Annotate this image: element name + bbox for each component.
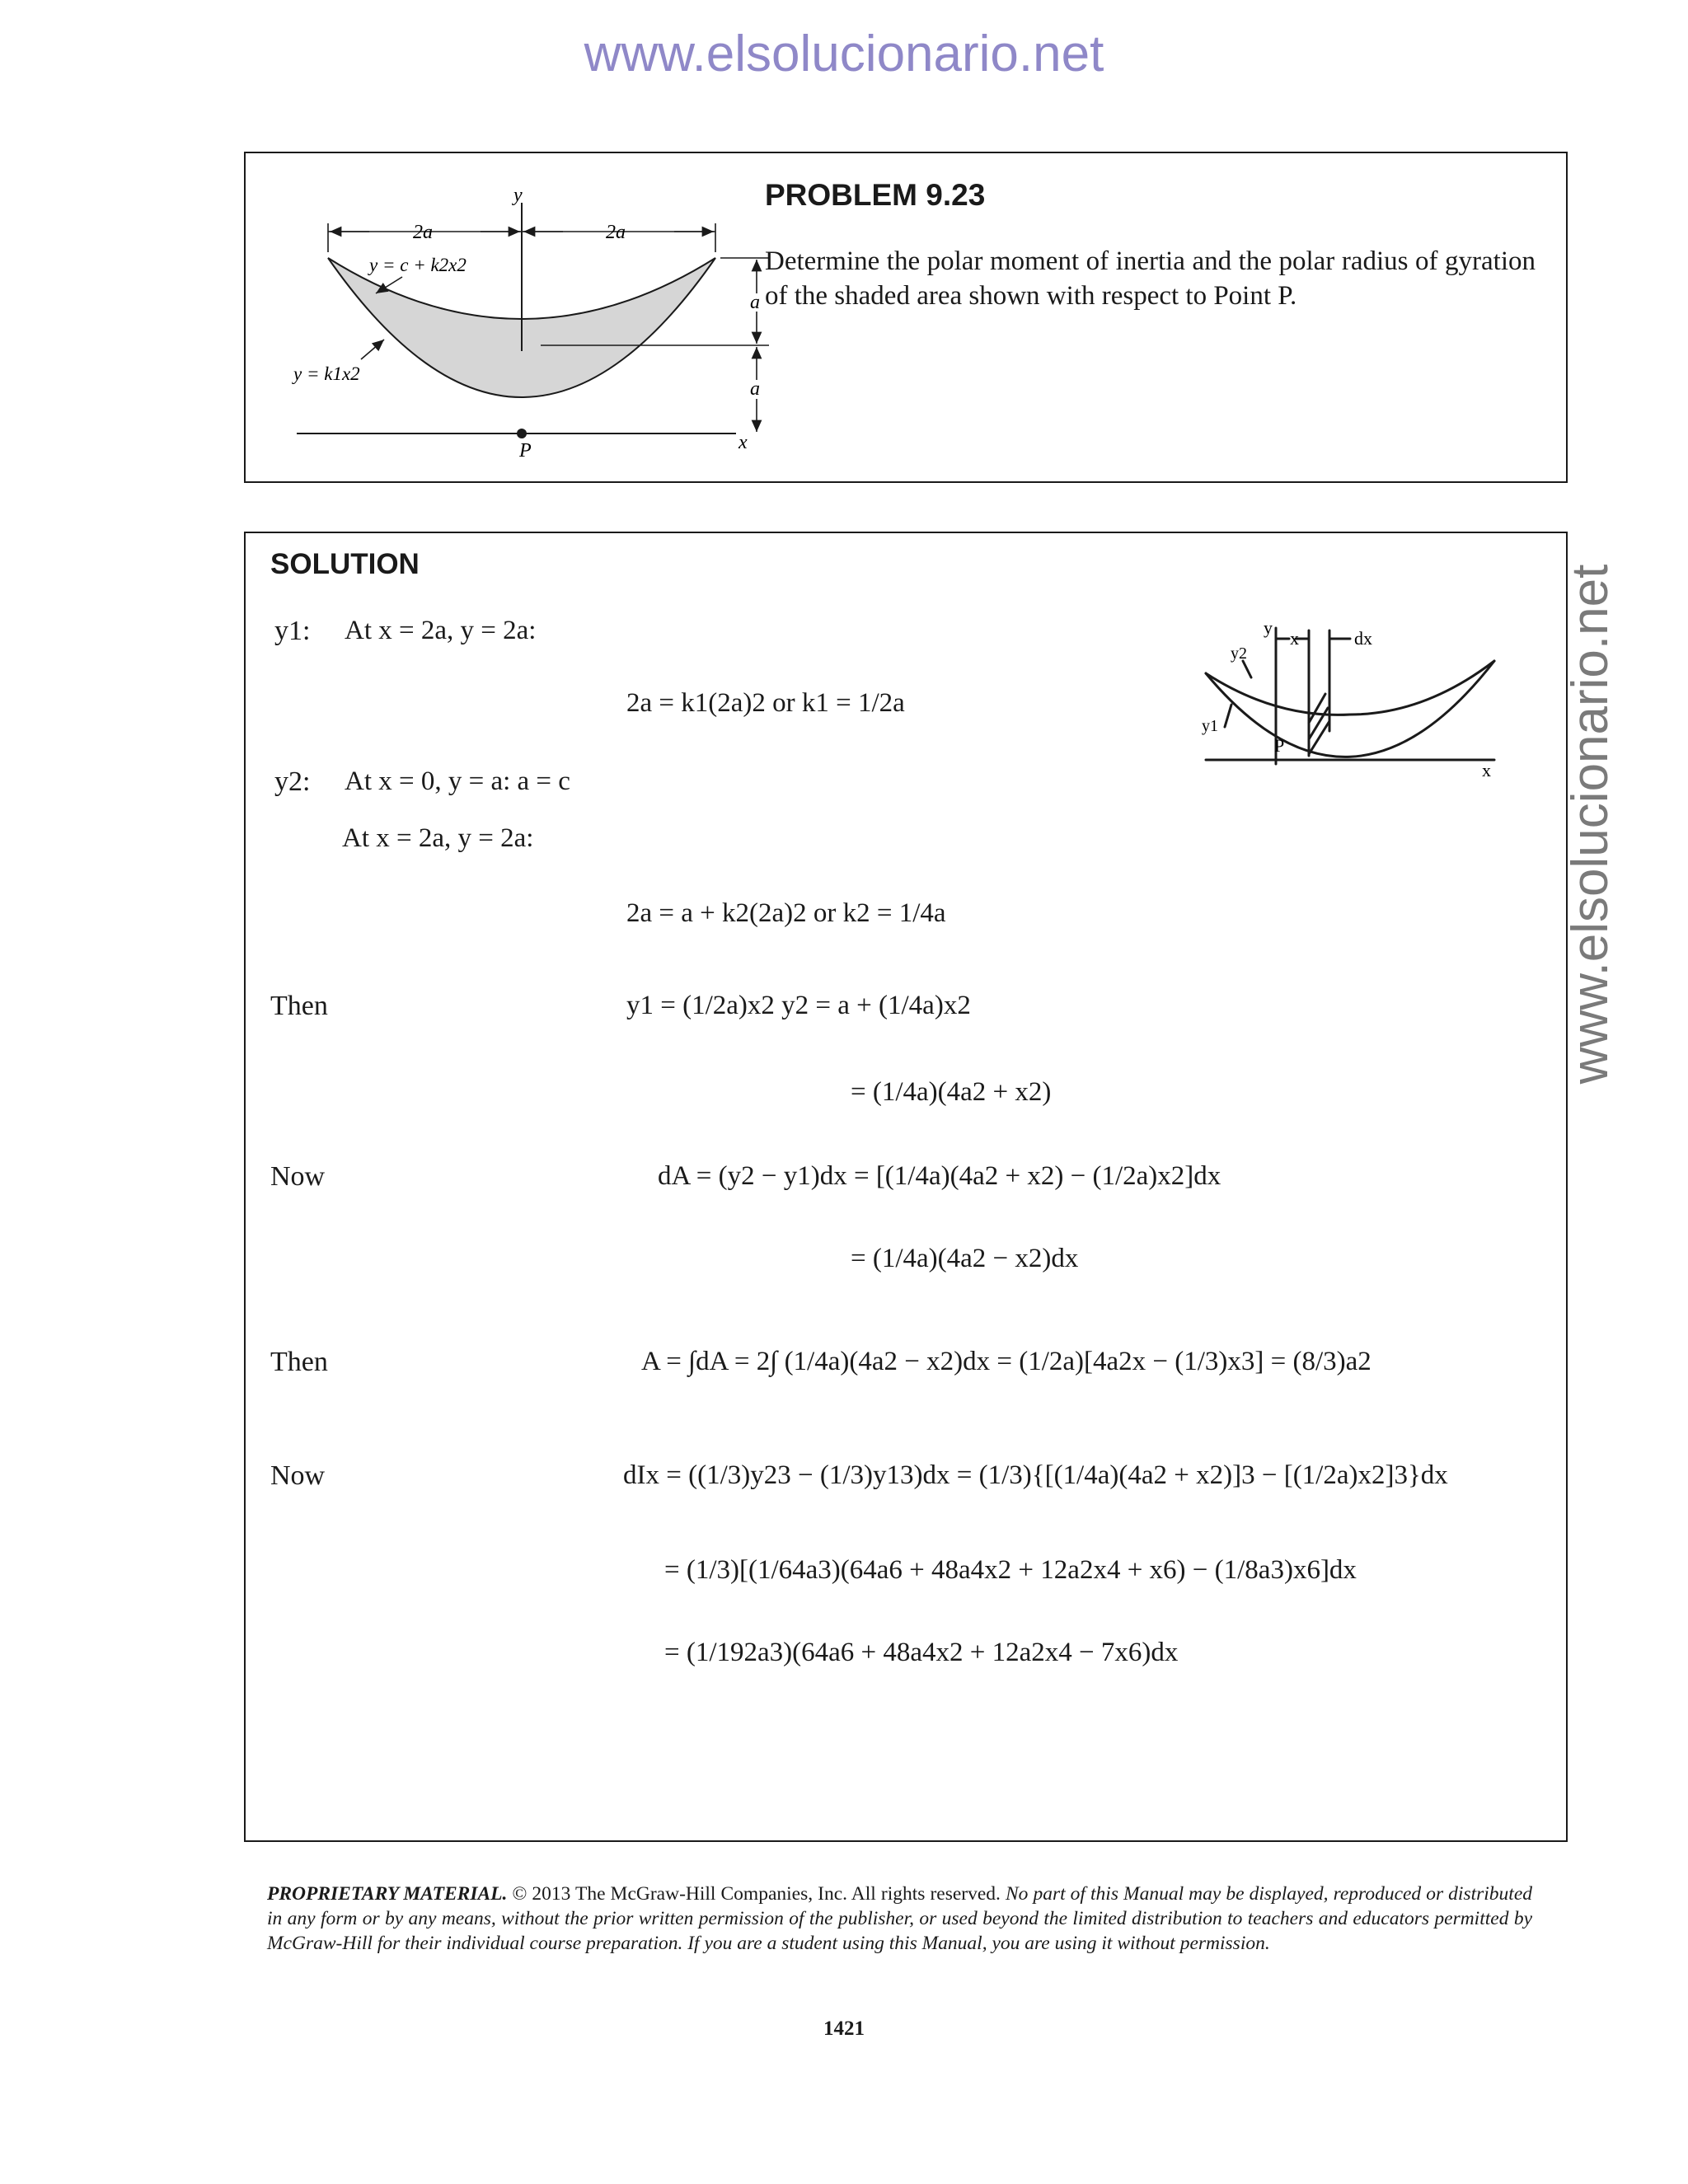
- eq-y-definitions: y1 = (1/2a)x2 y2 = a + (1/4a)x2: [626, 991, 971, 1020]
- point-p-marker: [517, 429, 527, 438]
- label-now-1: Now: [270, 1161, 326, 1192]
- fig-upper-curve: y = c + k2x2: [369, 255, 467, 275]
- footer-lead: PROPRIETARY MATERIAL.: [267, 1883, 508, 1905]
- eq-y2-condition-2: At x = 2a, y = 2a:: [342, 823, 534, 853]
- label-then-1: Then: [270, 991, 328, 1021]
- fig-x-label: x: [738, 432, 748, 453]
- sketch-dx-label: dx: [1354, 628, 1372, 649]
- eq-y1-condition: At x = 2a, y = 2a:: [345, 616, 537, 645]
- problem-box: [244, 152, 1568, 483]
- label-now-2: Now: [270, 1460, 326, 1491]
- fig-y-label: y: [513, 185, 523, 206]
- eq-dIx-final: = (1/192a3)(64a6 + 48a4x2 + 12a2x4 − 7x6)dx: [664, 1638, 1179, 1667]
- fig-point-label: P: [519, 440, 532, 462]
- problem-figure: [279, 178, 987, 475]
- eq-dIx: dIx = ((1/3)y23 − (1/3)y13)dx = (1/3){[(1/4a)(4a2 + x2)]3 − [(1/2a)x2]3}dx: [623, 1460, 1448, 1490]
- fig-left-span: 2a: [413, 222, 433, 243]
- label-y2: y2:: [274, 766, 311, 797]
- eq-dA: dA = (y2 − y1)dx = [(1/4a)(4a2 + x2) − (1/2a)x2]dx: [658, 1161, 1221, 1191]
- sketch-y1-label: y1: [1202, 717, 1218, 735]
- solution-sketch: [1193, 616, 1507, 780]
- problem-statement: Determine the polar moment of inertia and the polar radius of gyration of the shaded area shown with respect to Point P.: [765, 246, 1536, 311]
- eq-k2: 2a = a + k2(2a)2 or k2 = 1/4a: [626, 898, 946, 928]
- eq-k1: 2a = k1(2a)2 or k1 = 1/2a: [626, 688, 905, 718]
- fig-lower-curve: y = k1x2: [293, 363, 360, 384]
- watermark-side: www.elsolucionario.net: [1562, 564, 1619, 1085]
- sketch-y-label: y: [1264, 617, 1273, 638]
- page-number: 1421: [823, 2018, 865, 2040]
- label-then-2: Then: [270, 1347, 328, 1377]
- eq-dA-simplified: = (1/4a)(4a2 − x2)dx: [851, 1244, 1079, 1273]
- eq-area: A = ∫dA = 2∫ (1/4a)(4a2 − x2)dx = (1/2a)[4a2x − (1/3)x3] = (8/3)a2: [641, 1347, 1372, 1376]
- solution-title: SOLUTION: [270, 548, 420, 580]
- solution-box: [244, 532, 1568, 1842]
- eq-y2-simplified: = (1/4a)(4a2 + x2): [851, 1077, 1052, 1107]
- fig-a-lower: a: [750, 378, 760, 400]
- fig-a-upper: a: [750, 292, 760, 313]
- sketch-p-label: P: [1274, 735, 1285, 756]
- footer-copyright: © 2013 The McGraw-Hill Companies, Inc. All rights reserved.: [507, 1883, 1001, 1905]
- problem-title: PROBLEM 9.23: [765, 178, 986, 212]
- label-y1: y1:: [274, 616, 311, 646]
- sketch-y2-label: y2: [1231, 644, 1247, 663]
- fig-right-span: 2a: [606, 222, 626, 243]
- sketch-x-axis-label: x: [1482, 760, 1491, 780]
- footer-text: No part of this Manual may be displayed, reproduced or distributed in any form or by any means, without the prior written permission of the publisher, or used beyond the limited distribution to teachers and educators permitted by McGraw-Hill for their individual course preparation. If you are a student using this Manual, you are using it without permission.: [267, 1883, 1533, 1954]
- watermark-top: www.elsolucionario.net: [584, 26, 1104, 82]
- sketch-x-strip-label: x: [1290, 628, 1299, 649]
- eq-y2-condition: At x = 0, y = a: a = c: [345, 766, 570, 796]
- eq-dIx-expanded: = (1/3)[(1/64a3)(64a6 + 48a4x2 + 12a2x4 + x6) − (1/8a3)x6]dx: [664, 1555, 1357, 1585]
- footer-notice: [267, 1882, 1532, 1956]
